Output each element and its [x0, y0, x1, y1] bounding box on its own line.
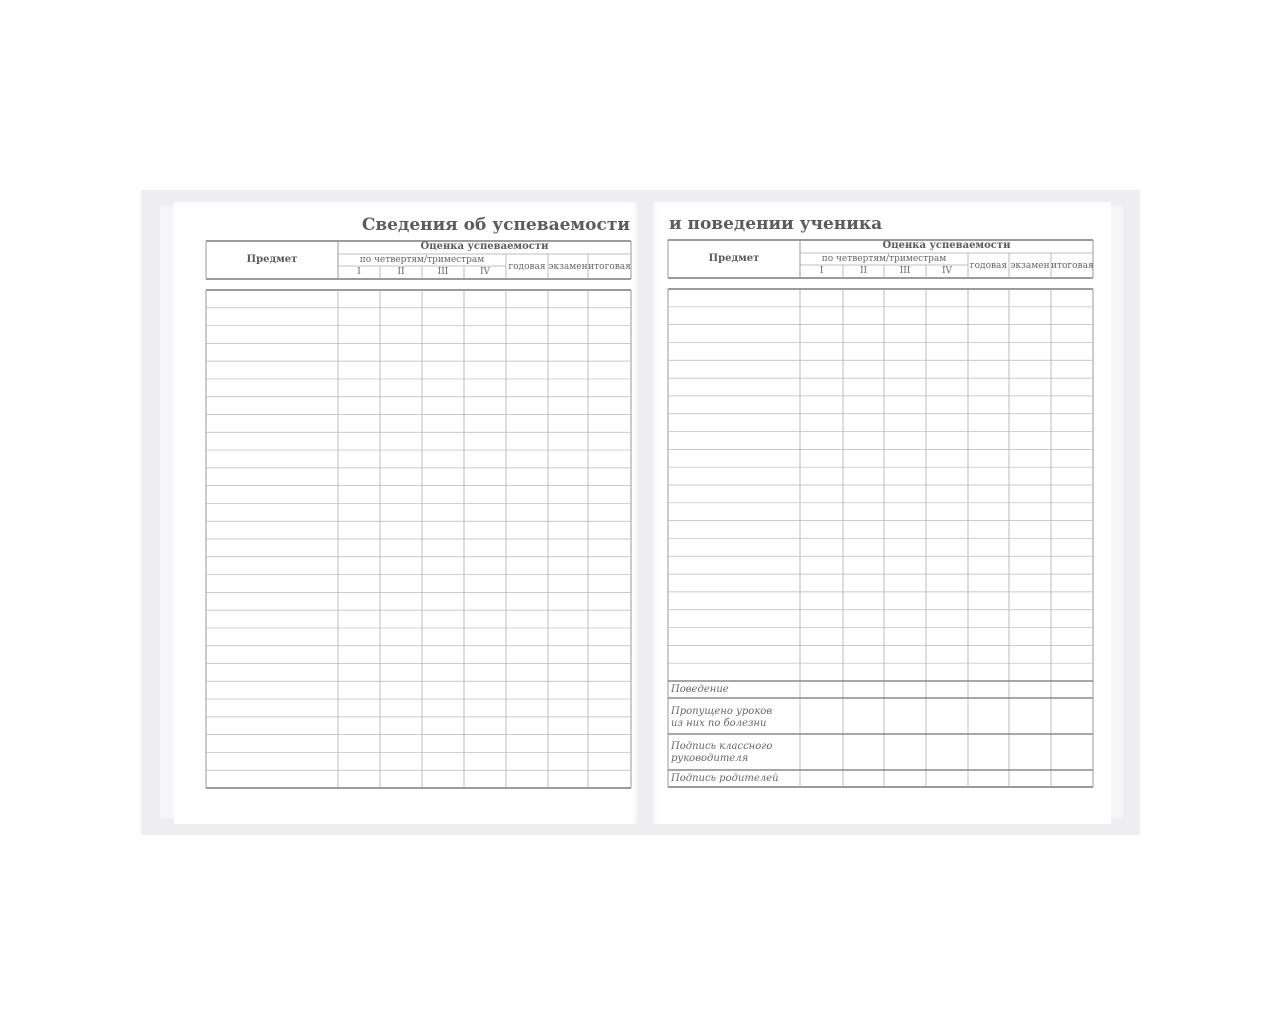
exam-header-left: экзамен: [548, 262, 588, 272]
period-1-right: I: [819, 266, 824, 276]
period-3-left: III: [437, 267, 449, 277]
missed-lessons-row-label: Пропущено уроков из них по болезни: [671, 706, 773, 729]
periods-header-left: по четвертям/триместрам: [359, 255, 485, 265]
grades-header-right: Оценка успеваемости: [882, 240, 1011, 251]
annual-header-left: годовая: [508, 262, 546, 272]
final-header-left: итоговая: [588, 262, 631, 272]
periods-header-right: по четвертям/триместрам: [821, 254, 947, 264]
annual-header-right: годовая: [969, 261, 1008, 271]
teacher-signature-row-label: Подпись классного руководителя: [671, 741, 773, 764]
grades-header-left: Оценка успеваемости: [420, 241, 549, 252]
period-4-right: IV: [941, 266, 953, 276]
subject-header-right: Предмет: [708, 253, 760, 264]
page-title-left: Сведения об успеваемости: [361, 215, 630, 235]
period-4-left: IV: [479, 267, 491, 277]
page-title-right: и поведении ученика: [669, 214, 883, 234]
period-2-right: II: [859, 266, 868, 276]
behavior-row-label: Поведение: [671, 684, 729, 695]
exam-header-right: экзамен: [1010, 261, 1050, 271]
parents-signature-row-label: Подпись родителей: [671, 773, 779, 784]
subject-header-left: Предмет: [246, 254, 298, 265]
final-header-right: итоговая: [1051, 261, 1094, 271]
period-2-left: II: [397, 267, 405, 277]
period-3-right: III: [899, 266, 911, 276]
period-1-left: I: [357, 267, 361, 277]
